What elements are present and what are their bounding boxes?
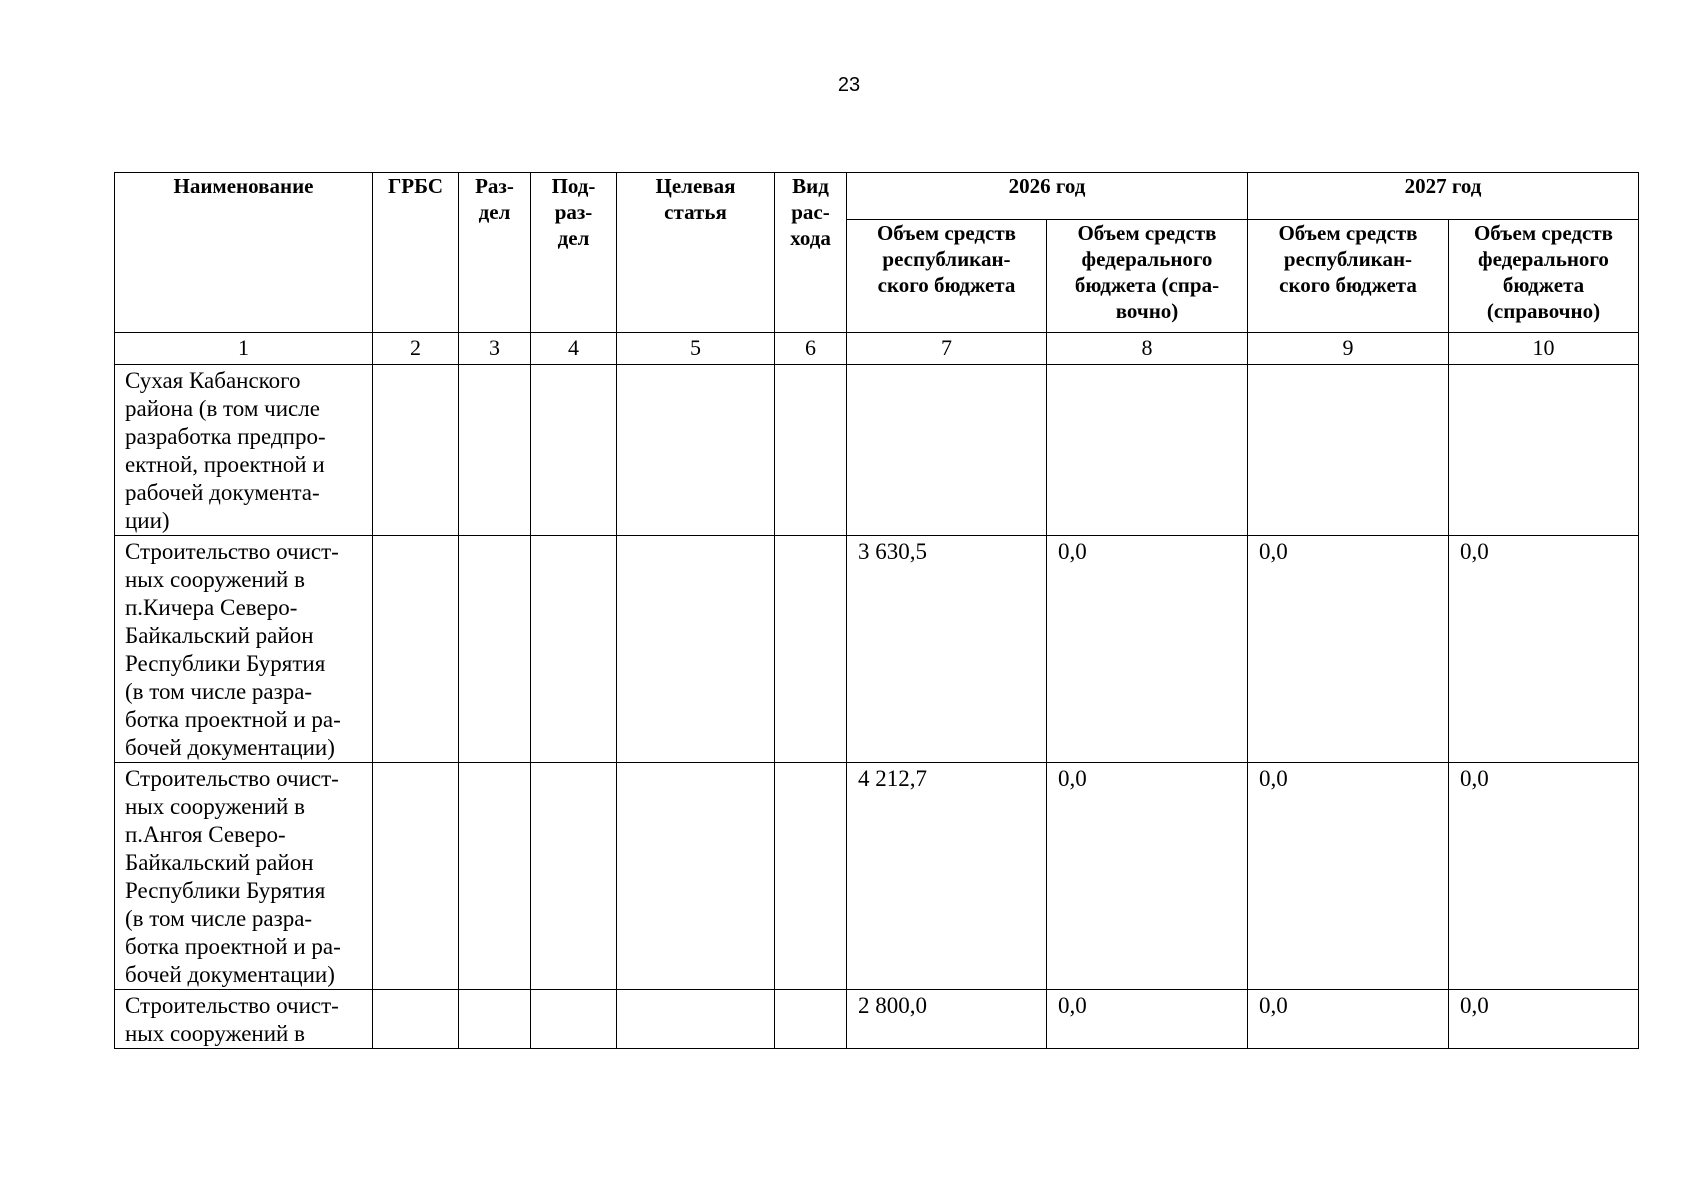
column-number: 1 (115, 333, 373, 365)
row-name-line: п.Кичера Северо- (125, 595, 298, 620)
grbs-cell (373, 763, 459, 990)
header-name (115, 173, 373, 333)
column-number: 8 (1047, 333, 1248, 365)
row-name-line: (в том числе разра- (125, 679, 313, 704)
row-name-cell (115, 536, 373, 763)
header-line: Объем средств (1473, 221, 1614, 245)
page-number: 23 (837, 74, 861, 96)
header-line: Объем средств (1077, 221, 1217, 245)
value-2026-federal: 0,0 (1047, 990, 1248, 1049)
row-name-line: бочей документации) (125, 735, 335, 760)
header-line: вочно) (1115, 299, 1179, 323)
header-line: (справочно) (1486, 299, 1601, 323)
vid-cell (775, 763, 847, 990)
column-number: 5 (617, 333, 775, 365)
row-name-cell (115, 990, 373, 1049)
row-name-line: ботка проектной и ра- (125, 934, 341, 959)
value-2026-republic: 4 212,7 (847, 763, 1047, 990)
value-2026-republic: 3 630,5 (847, 536, 1047, 763)
header-vid-line: хода (790, 226, 831, 250)
column-number: 2 (373, 333, 459, 365)
column-number: 4 (531, 333, 617, 365)
row-name-line: Республики Бурятия (125, 651, 326, 676)
header-year-2027: 2027 год (1248, 173, 1639, 220)
header-tselevaya-line: Целевая (655, 174, 736, 198)
row-name-line: разработка предпро- (125, 424, 326, 449)
header-vid (775, 173, 847, 333)
value-2027-federal (1449, 365, 1639, 536)
row-name-line: ных сооружений в (125, 567, 305, 592)
header-2026-republic (847, 220, 1047, 333)
tselevaya-cell (617, 536, 775, 763)
header-line: ского бюджета (877, 273, 1016, 297)
vid-cell (775, 365, 847, 536)
header-line: ского бюджета (1279, 273, 1417, 297)
row-name-line: ботка проектной и ра- (125, 707, 341, 732)
value-2027-republic: 0,0 (1248, 763, 1449, 990)
razdel-cell (459, 536, 531, 763)
row-name-line: Байкальский район (125, 850, 314, 875)
grbs-cell (373, 536, 459, 763)
header-razdel (459, 173, 531, 333)
header-year-2026: 2026 год (847, 173, 1248, 220)
value-2027-republic: 0,0 (1248, 990, 1449, 1049)
table-row (115, 536, 1639, 763)
header-podrazdel (531, 173, 617, 333)
header-line: бюджета (спра- (1074, 273, 1220, 297)
grbs-cell (373, 990, 459, 1049)
header-tselevaya-line: статья (664, 200, 727, 224)
value-2026-federal: 0,0 (1047, 763, 1248, 990)
row-name-line: бочей документации) (125, 962, 335, 987)
header-razdel-line: дел (478, 200, 511, 224)
tselevaya-cell (617, 990, 775, 1049)
header-name-line: Наименование (173, 174, 314, 198)
razdel-cell (459, 365, 531, 536)
vid-cell (775, 536, 847, 763)
value-2027-republic: 0,0 (1248, 536, 1449, 763)
podrazdel-cell (531, 990, 617, 1049)
column-number: 6 (775, 333, 847, 365)
value-2026-republic: 2 800,0 (847, 990, 1047, 1049)
row-name-line: п.Ангоя Северо- (125, 822, 286, 847)
row-name-line: Строительство очист- (125, 539, 339, 564)
value-2027-federal: 0,0 (1449, 763, 1639, 990)
row-name-line: рабочей документа- (125, 480, 320, 505)
header-vid-line: рас- (791, 200, 830, 224)
row-name-line: (в том числе разра- (125, 906, 313, 931)
table-row (115, 990, 1639, 1049)
column-number: 3 (459, 333, 531, 365)
header-podrazdel-line: Под- (551, 174, 596, 198)
header-2027-republic (1248, 220, 1449, 333)
column-number: 7 (847, 333, 1047, 365)
grbs-cell (373, 365, 459, 536)
row-name-cell (115, 365, 373, 536)
razdel-cell (459, 763, 531, 990)
row-name-line: Строительство очист- (125, 993, 339, 1018)
value-2027-republic (1248, 365, 1449, 536)
header-line: республикан- (882, 247, 1011, 271)
table-row (115, 763, 1639, 990)
budget-table (114, 172, 1639, 1049)
header-2027-federal (1449, 220, 1639, 333)
row-name-line: ции) (125, 508, 170, 533)
podrazdel-cell (531, 763, 617, 990)
value-2026-republic (847, 365, 1047, 536)
row-name-line: Байкальский район (125, 623, 314, 648)
header-podrazdel-line: раз- (554, 200, 593, 224)
podrazdel-cell (531, 536, 617, 763)
value-2027-federal: 0,0 (1449, 990, 1639, 1049)
razdel-cell (459, 990, 531, 1049)
header-podrazdel-line: дел (557, 226, 590, 250)
row-name-cell (115, 763, 373, 990)
value-2026-federal: 0,0 (1047, 536, 1248, 763)
column-number-row (115, 333, 1639, 365)
header-grbs (373, 173, 459, 333)
row-name-line: района (в том числе (125, 396, 320, 421)
header-tselevaya (617, 173, 775, 333)
header-line: федерального (1478, 247, 1609, 271)
row-name-line: Республики Бурятия (125, 878, 326, 903)
row-name-line: ных сооружений в (125, 794, 305, 819)
header-line: федерального (1081, 247, 1213, 271)
tselevaya-cell (617, 365, 775, 536)
value-2027-federal: 0,0 (1449, 536, 1639, 763)
header-razdel-line: Раз- (475, 174, 514, 198)
header-line: бюджета (1502, 273, 1585, 297)
header-line: республикан- (1283, 247, 1413, 271)
tselevaya-cell (617, 763, 775, 990)
header-2026-federal (1047, 220, 1248, 333)
podrazdel-cell (531, 365, 617, 536)
header-grbs-line: ГРБС (387, 174, 444, 198)
row-name-line: Сухая Кабанского (125, 368, 301, 393)
row-name-line: ектной, проектной и (125, 452, 325, 477)
value-2026-federal (1047, 365, 1248, 536)
column-number: 10 (1449, 333, 1639, 365)
table-row (115, 365, 1639, 536)
header-line: Объем средств (1278, 221, 1418, 245)
vid-cell (775, 990, 847, 1049)
row-name-line: Строительство очист- (125, 766, 339, 791)
row-name-line: ных сооружений в (125, 1021, 305, 1046)
header-line: Объем средств (876, 221, 1017, 245)
column-number: 9 (1248, 333, 1449, 365)
header-vid-line: Вид (792, 174, 829, 198)
